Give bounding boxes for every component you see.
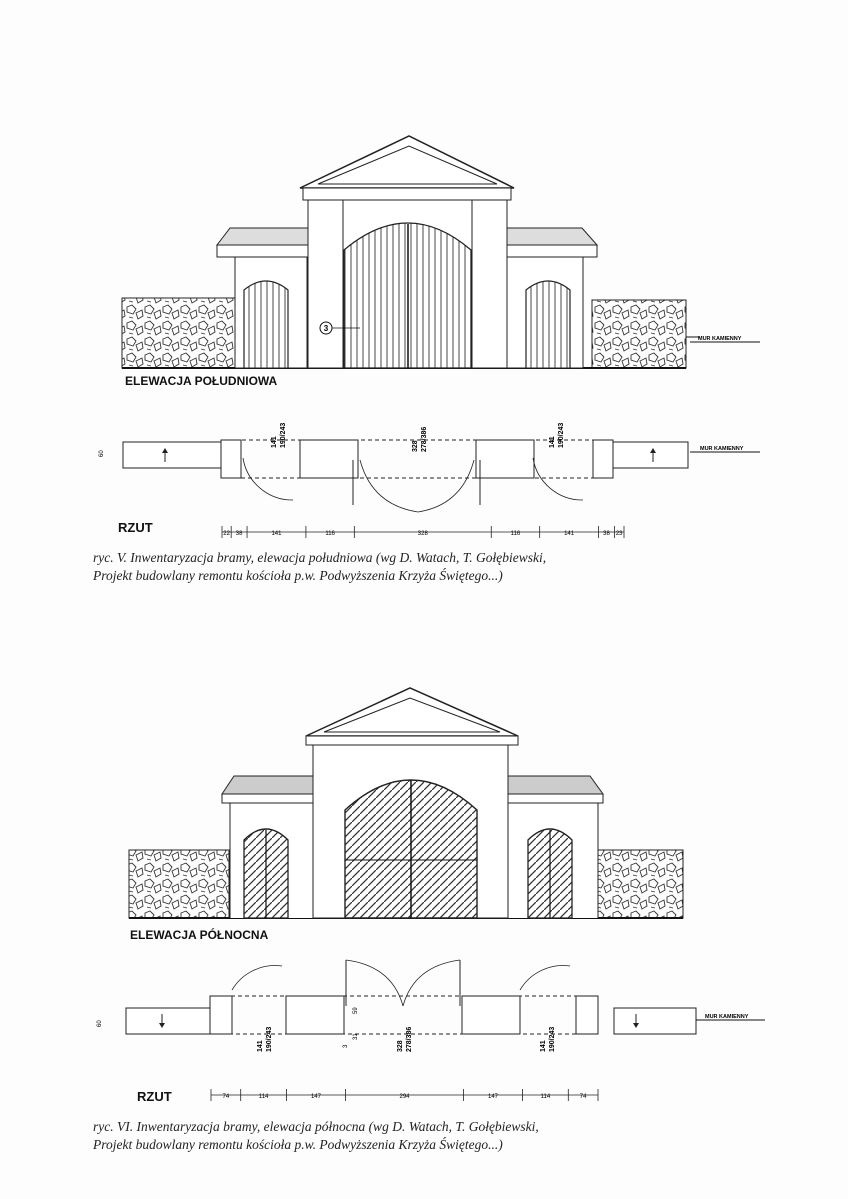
dimension-value: 141	[271, 531, 282, 537]
wall-thickness-north: 60	[97, 1020, 103, 1027]
dim-center-b: 278/386	[421, 426, 428, 452]
dimension-value: 141	[564, 531, 575, 537]
right-wing-roof	[495, 228, 597, 245]
dim-right-b-north: 190/243	[549, 1026, 556, 1052]
plan-wall-right	[613, 442, 688, 468]
dim-left-b: 190/243	[280, 422, 287, 448]
dimension-value: 114	[258, 1094, 269, 1100]
dim-side-c-north: 3	[343, 1044, 349, 1048]
left-wing-roof	[217, 228, 315, 245]
wall-note: MUR KAMIENNY	[698, 336, 742, 342]
stone-wall-left	[122, 298, 235, 368]
dim-right-a-north: 141	[540, 1040, 547, 1052]
dimension-value: 38	[603, 531, 610, 537]
dimension-value: 147	[310, 1094, 321, 1100]
plan-wall-note: MUR KAMIENNY	[700, 446, 744, 452]
dim-left-a: 141	[271, 436, 278, 448]
south-elevation-drawing	[0, 0, 848, 457]
dimension-value: 114	[540, 1094, 551, 1100]
dimension-value: 74	[222, 1094, 230, 1100]
dimension-value: 74	[579, 1094, 587, 1100]
dimension-value: 116	[510, 531, 521, 537]
plan-wall-note-north: MUR KAMIENNY	[705, 1014, 749, 1020]
dimension-value: 22	[223, 531, 230, 537]
dim-center-a: 328	[412, 440, 419, 452]
wall-thickness: 60	[99, 450, 105, 457]
north-elevation-label: ELEWACJA PÓŁNOCNA	[130, 928, 269, 942]
plan-label-2: RZUT	[137, 1089, 172, 1104]
plan-wall-left	[123, 442, 221, 468]
central-pediment	[300, 136, 514, 188]
caption-figure-6-line2: Projekt budowlany remontu kościoła p.w. Podwyższenia Krzyża Świętego...)	[93, 1137, 503, 1152]
dim-side-b-north: 31	[353, 1033, 359, 1040]
dim-right-b: 190/243	[558, 422, 565, 448]
dimension-value: 328	[417, 531, 428, 537]
stone-wall-right	[592, 300, 686, 368]
caption-figure-5-line2: Projekt budowlany remontu kościoła p.w. Podwyższenia Krzyża Świętego...)	[93, 568, 503, 583]
dim-side-a-north: 59	[353, 1007, 359, 1014]
dimension-value: 116	[325, 531, 335, 537]
dimension-chain-1	[0, 522, 848, 542]
dimension-value: 147	[488, 1094, 499, 1100]
caption-figure-5-line1: ryc. V. Inwentaryzacja bramy, elewacja południowa (wg D. Watach, T. Gołębiewski,	[93, 550, 547, 565]
dim-right-a: 141	[549, 436, 556, 448]
stone-wall-right-north	[598, 850, 683, 918]
dim-left-b-north: 190/243	[266, 1026, 273, 1052]
dimension-value: 23	[615, 531, 623, 537]
stone-wall-left-north	[129, 850, 229, 918]
south-elevation-label: ELEWACJA POŁUDNIOWA	[125, 374, 278, 388]
dim-left-a-north: 141	[257, 1040, 264, 1052]
caption-figure-6-line1: ryc. VI. Inwentaryzacja bramy, elewacja północna (wg D. Watach, T. Gołębiewski,	[93, 1119, 539, 1134]
dim-center-b-north: 278/386	[406, 1026, 413, 1052]
dimension-value: 294	[399, 1094, 410, 1100]
plan-label-1: RZUT	[118, 520, 153, 535]
dimension-chain-2	[0, 1080, 848, 1106]
dim-center-a-north: 328	[397, 1040, 404, 1052]
dimension-value: 38	[235, 531, 243, 537]
north-elevation-drawing	[0, 670, 848, 1050]
central-pediment-north	[306, 688, 518, 736]
gate-marker-text: 3	[323, 324, 329, 333]
